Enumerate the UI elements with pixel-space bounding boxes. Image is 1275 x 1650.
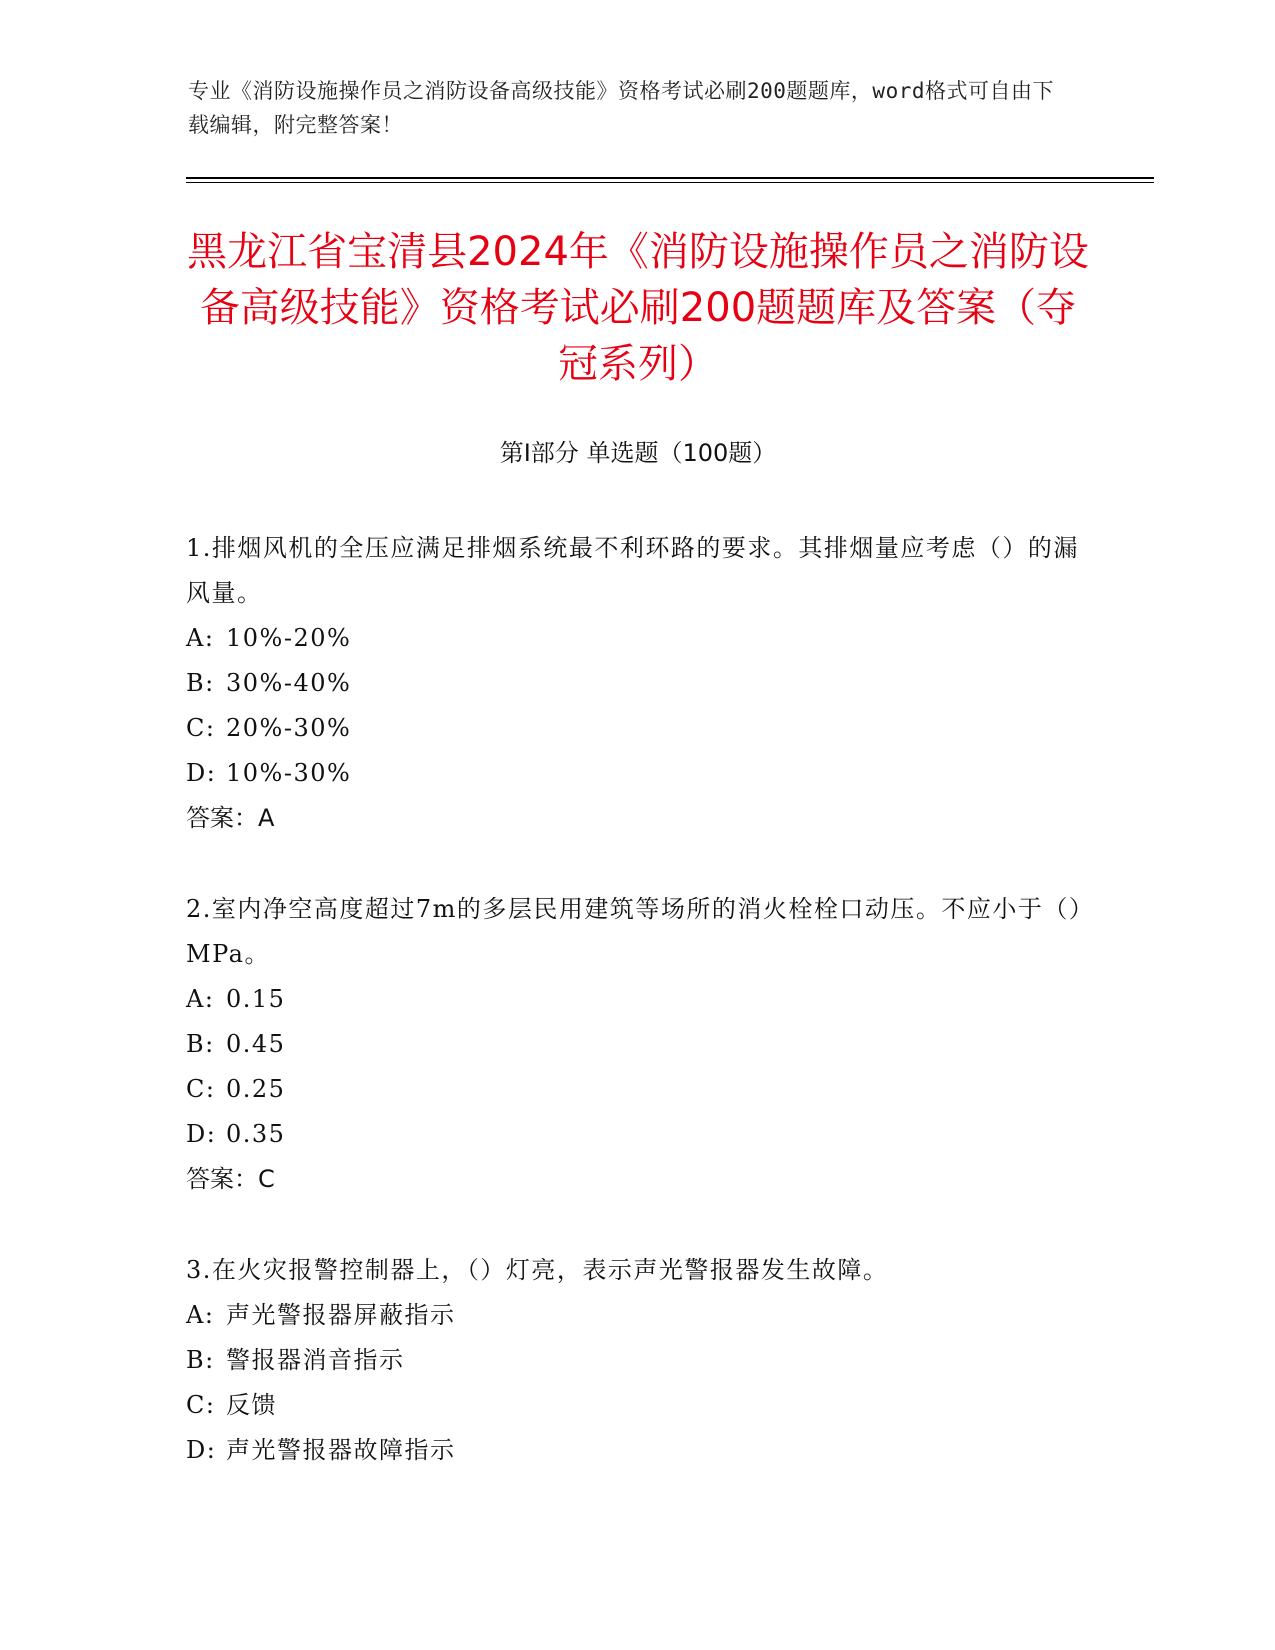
option-c: [186, 1067, 1086, 1112]
option-d: [186, 1428, 1086, 1473]
option-text: 声光警报器屏蔽指示: [226, 1301, 456, 1329]
option-letter: B:: [186, 1346, 215, 1374]
option-d: [186, 1112, 1086, 1157]
header-note: 专业《消防设施操作员之消防设备高级技能》资格考试必刷200题题库，word格式可自由下载编辑，附完整答案！: [188, 79, 1054, 137]
option-text: 20%-30%: [226, 714, 352, 742]
header-divider-thin: [186, 182, 1154, 183]
option-letter: A:: [186, 624, 215, 652]
option-letter: D:: [186, 759, 217, 787]
question-stem: 3.在火灾报警控制器上，（）灯亮，表示声光警报器发生故障。: [186, 1256, 889, 1284]
option-text: 声光警报器故障指示: [226, 1436, 456, 1464]
option-letter: C:: [186, 1075, 216, 1103]
question-1: [186, 526, 1086, 841]
option-a: [186, 1293, 1086, 1338]
option-letter: B:: [186, 1030, 215, 1058]
question-2: [186, 887, 1086, 1202]
option-text: 反馈: [226, 1391, 277, 1419]
question-stem: 1.排烟风机的全压应满足排烟系统最不利环路的要求。其排烟量应考虑（）的漏风量。: [186, 534, 1079, 607]
option-text: 0.15: [226, 985, 286, 1013]
option-text: 0.25: [226, 1075, 286, 1103]
option-b: [186, 1338, 1086, 1383]
question-stem: 2.室内净空高度超过7m的多层民用建筑等场所的消火栓栓口动压。不应小于（）MPa。: [186, 895, 1083, 968]
option-text: 10%-30%: [226, 759, 352, 787]
option-text: 0.45: [226, 1030, 286, 1058]
answer-line: 答案：A: [186, 804, 275, 832]
option-text: 0.35: [226, 1120, 286, 1148]
question-3: [186, 1248, 1086, 1473]
document-title: 黑龙江省宝清县2024年《消防设施操作员之消防设备高级技能》资格考试必刷200题题库及答案（夺冠系列）: [187, 229, 1089, 387]
option-a: [186, 977, 1086, 1022]
answer-line: 答案：C: [186, 1165, 275, 1193]
option-text: 10%-20%: [226, 624, 352, 652]
question-list: [186, 526, 1086, 1519]
option-d: [186, 751, 1086, 796]
option-text: 警报器消音指示: [226, 1346, 405, 1374]
option-b: [186, 1022, 1086, 1067]
option-letter: C:: [186, 1391, 216, 1419]
header-divider: [186, 177, 1154, 179]
option-letter: D:: [186, 1120, 217, 1148]
section-title: 第Ⅰ部分 单选题（100题）: [499, 439, 777, 467]
option-c: [186, 706, 1086, 751]
option-a: [186, 616, 1086, 661]
option-letter: C:: [186, 714, 216, 742]
option-c: [186, 1383, 1086, 1428]
option-letter: A:: [186, 985, 215, 1013]
option-letter: B:: [186, 669, 215, 697]
option-b: [186, 661, 1086, 706]
option-letter: D:: [186, 1436, 217, 1464]
option-letter: A:: [186, 1301, 215, 1329]
option-text: 30%-40%: [226, 669, 352, 697]
